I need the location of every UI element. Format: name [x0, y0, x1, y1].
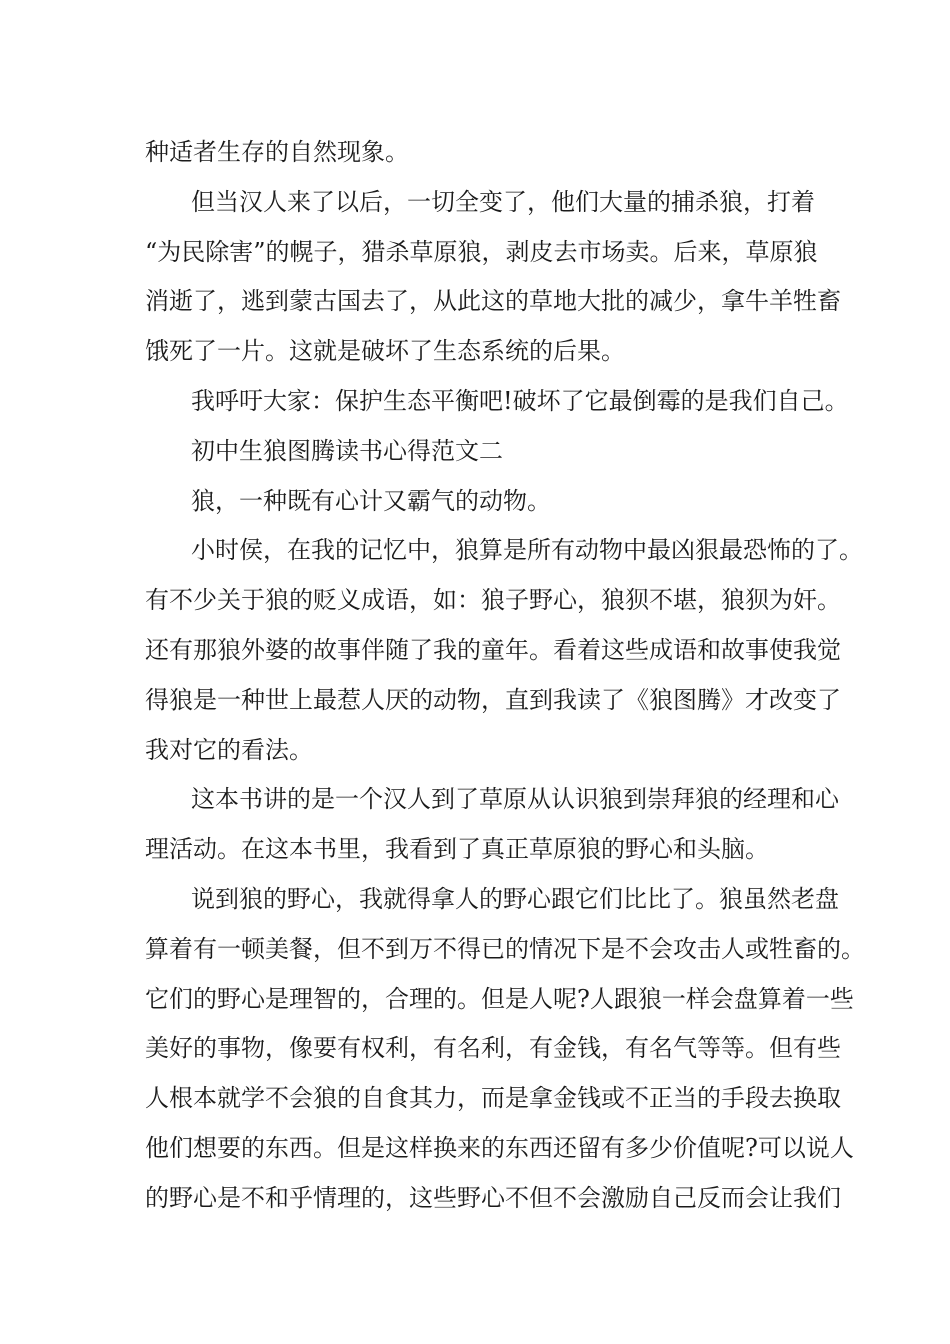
text-line: 的野心是不和乎情理的，这些野心不但不会激励自己反而会让我们: [145, 1183, 841, 1212]
text-line: 我呼吁大家：保护生态平衡吧!破坏了它最倒霉的是我们自己。: [191, 386, 849, 415]
text-line: 饿死了一片。这就是破坏了生态系统的后果。: [145, 337, 625, 366]
text-line: 消逝了，逃到蒙古国去了，从此这的草地大批的减少，拿牛羊牲畜: [145, 287, 841, 316]
text-line: 人根本就学不会狼的自食其力，而是拿金钱或不正当的手段去换取: [145, 1084, 841, 1113]
text-line: 这本书讲的是一个汉人到了草原从认识狼到崇拜狼的经理和心: [191, 785, 839, 814]
text-line: 得狼是一种世上最惹人厌的动物，直到我读了《狼图腾》才改变了: [145, 685, 841, 714]
text-line: 小时侯，在我的记忆中，狼算是所有动物中最凶狠最恐怖的了。: [191, 536, 863, 565]
text-line: 有不少关于狼的贬义成语，如：狼子野心，狼狈不堪，狼狈为奸。: [145, 586, 841, 615]
text-line: “为民除害”的幌子，猎杀草原狼，剥皮去市场卖。后来，草原狼: [145, 237, 818, 266]
text-line: 但当汉人来了以后，一切全变了，他们大量的捕杀狼，打着: [191, 187, 815, 216]
body-text: [145, 128, 865, 1224]
text-line: 说到狼的野心，我就得拿人的野心跟它们比比了。狼虽然老盘: [191, 884, 839, 913]
text-line: 他们想要的东西。但是这样换来的东西还留有多少价值呢?可以说人: [145, 1133, 854, 1162]
text-line: 我对它的看法。: [145, 735, 313, 764]
text-line: 还有那狼外婆的故事伴随了我的童年。看着这些成语和故事使我觉: [145, 635, 841, 664]
text-line: 美好的事物，像要有权利，有名利，有金钱，有名气等等。但有些: [145, 1034, 841, 1063]
text-line: 它们的野心是理智的，合理的。但是人呢?人跟狼一样会盘算着一些: [145, 984, 854, 1013]
text-line: 初中生狼图腾读书心得范文二: [191, 436, 503, 465]
text-line: 算着有一顿美餐，但不到万不得已的情况下是不会攻击人或牲畜的。: [145, 934, 865, 963]
text-line: 种适者生存的自然现象。: [145, 138, 409, 166]
text-line: 狼，一种既有心计又霸气的动物。: [191, 486, 551, 515]
text-line: 理活动。在这本书里，我看到了真正草原狼的野心和头脑。: [145, 835, 769, 864]
